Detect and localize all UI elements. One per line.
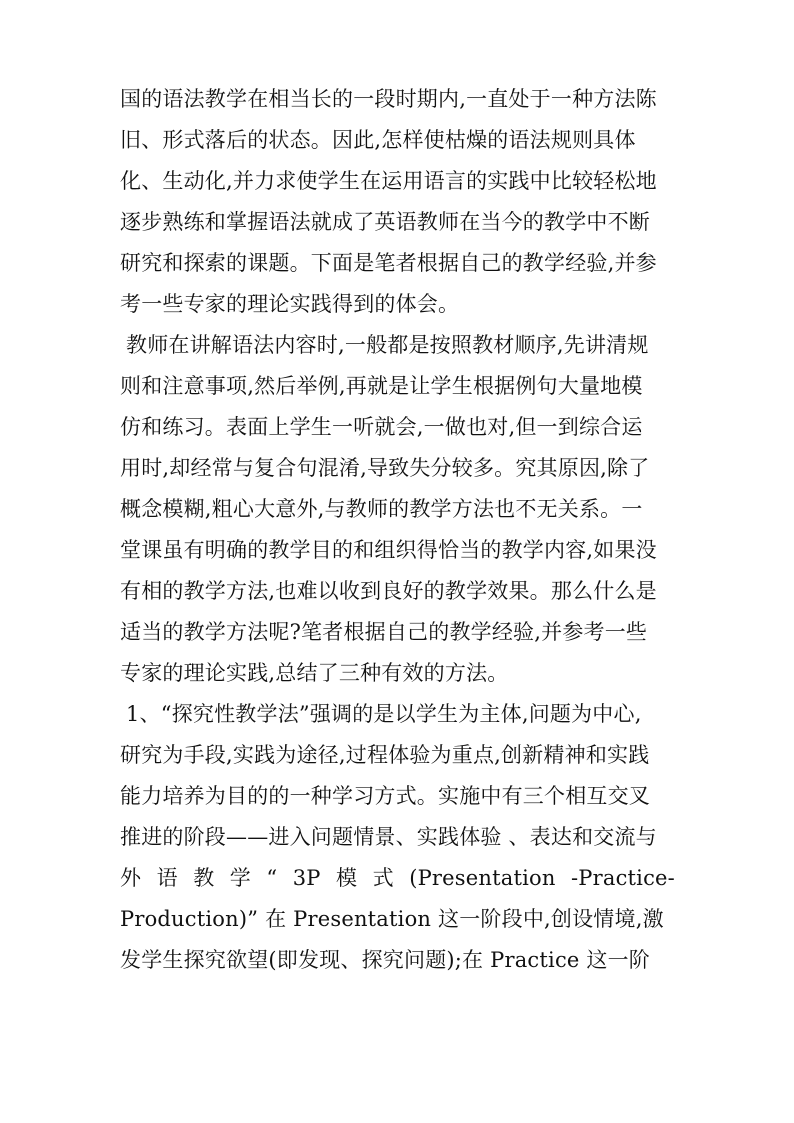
paragraph-2-line-3: 仿和练习。表面上学生一听就会,一做也对,但一到综合运 [120,415,643,439]
justified-word: (Presentation [409,866,556,890]
justified-word: 3P [292,866,321,890]
paragraph-3-line-5-justified [120,863,675,893]
paragraph-3-line-3: 能力培养为目的的一种学习方式。实施中有三个相互交叉 [120,784,650,808]
paragraph-2-line-9: 专家的理论实践,总结了三种有效的方法。 [120,661,509,685]
paragraph-1-line-2: 旧、形式落后的状态。因此,怎样使枯燥的语法规则具体 [120,128,636,152]
paragraph-1-line-4: 逐步熟练和掌握语法就成了英语教师在当今的教学中不断 [120,210,650,234]
paragraph-2-line-7: 有相的教学方法,也难以收到良好的教学效果。那么什么是 [120,579,657,603]
paragraph-1-line-1: 国的语法教学在相当长的一段时期内,一直处于一种方法陈 [120,87,657,111]
paragraph-2-line-2: 则和注意事项,然后举例,再就是让学生根据例句大量地模 [120,374,643,398]
paragraph-3-line-1: 1、“探究性教学法”强调的是以学生为主体,问题为中心, [126,702,642,726]
justified-word: 学 [229,866,251,890]
justified-word: 式 [372,866,394,890]
paragraph-3-line-4: 推进的阶段——进入问题情景、实践体验 、表达和交流与 [120,825,657,849]
paragraph-1-line-3: 化、生动化,并力求使学生在运用语言的实践中比较轻松地 [120,169,657,193]
paragraph-1-line-6: 考一些专家的理论实践得到的体会。 [120,292,460,316]
paragraph-3-line-2: 研究为手段,实践为途径,过程体验为重点,创新精神和实践 [120,743,650,767]
justified-word: 教 [193,866,215,890]
justified-word: 外 [120,866,142,890]
paragraph-2-line-8: 适当的教学方法呢?笔者根据自己的教学经验,并参考一些 [120,620,648,644]
paragraph-3-line-6: Production)” 在 Presentation 这一阶段中,创设情境,激 [120,907,664,931]
paragraph-3-line-7: 发学生探究欲望(即发现、探究问题);在 Practice 这一阶 [120,948,651,972]
justified-word: 模 [336,866,358,890]
justified-word: “ [266,866,278,890]
justified-word: -Practice- [570,866,675,890]
paragraph-1-line-5: 研究和探索的课题。下面是笔者根据自己的教学经验,并参 [120,251,657,275]
paragraph-2-line-6: 堂课虽有明确的教学目的和组织得恰当的教学内容,如果没 [120,538,657,562]
paragraph-2-line-4: 用时,却经常与复合句混淆,导致失分较多。究其原因,除了 [120,456,650,480]
paragraph-2-line-5: 概念模糊,粗心大意外,与教师的教学方法也不无关系。一 [120,497,643,521]
paragraph-2-line-1: 教师在讲解语法内容时,一般都是按照教材顺序,先讲清规 [126,333,649,357]
justified-word: 语 [156,866,178,890]
